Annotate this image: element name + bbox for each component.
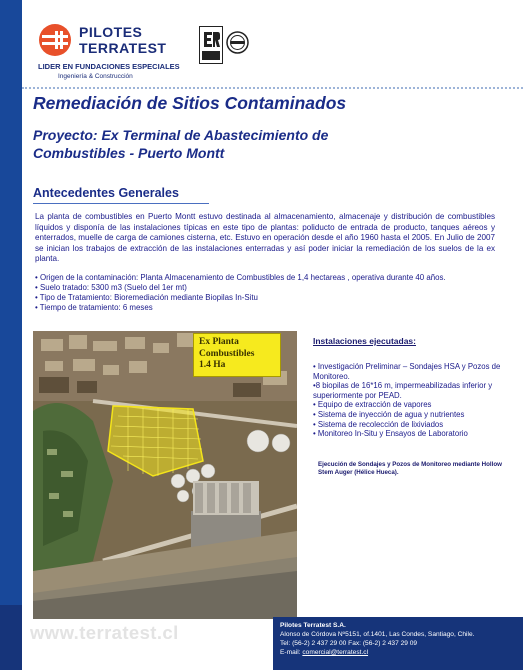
header-separator	[22, 87, 523, 89]
site-area-label	[193, 333, 281, 377]
project-subtitle-line1: Proyecto: Ex Terminal de Abastecimiento de	[33, 127, 329, 143]
page-title: Remediación de Sitios Contaminados	[33, 93, 347, 113]
section-title: Antecedentes Generales	[33, 186, 179, 200]
site-area-label-line1: Ex Planta	[199, 337, 239, 347]
fact-duration: • Tiempo de tratamiento: 6 meses	[35, 303, 153, 312]
installation-item: • Monitoreo In-Situ y Ensayos de Laboratorio	[313, 429, 468, 439]
footer-company: Pilotes Terratest S.A.	[280, 622, 346, 629]
footer-phone: Tel: (56-2) 2 437 29 00 Fax: (56-2) 2 437 29 09	[280, 640, 418, 647]
brand-name-line2: TERRATEST	[79, 40, 167, 56]
footer-email-link[interactable]: comercial@terratest.cl	[302, 649, 369, 656]
brand-subtag: Ingeniería & Construcción	[58, 73, 133, 80]
footer-address: Alonso de Córdova Nº5151, of.1401, Las Condes, Santiago, Chile.	[280, 631, 475, 638]
installations-title: Instalaciones ejecutadas:	[313, 336, 416, 346]
fact-treatment: • Tipo de Tratamiento: Bioremediación mediante Biopilas In-Situ	[35, 293, 258, 302]
left-color-band-bottom	[0, 605, 22, 670]
terratest-logo-icon	[38, 23, 72, 57]
site-area-label-line2: Combustibles	[199, 348, 255, 359]
installation-item: •8 biopilas de 16*16 m, impermeabilizadas inferior y superiormente por PEAD.	[313, 381, 493, 400]
installation-item: • Sistema de inyección de agua y nutrientes	[313, 409, 465, 419]
brand-tagline: LIDER EN FUNDACIONES ESPECIALES	[38, 62, 180, 71]
fact-soil: • Suelo tratado: 5300 m3 (Suelo del 1er mt)	[35, 283, 187, 292]
project-subtitle	[33, 126, 328, 162]
installations-caption: Ejecución de Sondajes y Pozos de Monitoreo mediante Hollow Stem Auger (Hélice Hueca).	[318, 461, 502, 476]
footer-contact	[280, 621, 475, 657]
footer-email-label: E-mail:	[280, 649, 303, 656]
section-underline	[33, 203, 209, 204]
left-color-band	[0, 0, 22, 670]
installation-item: • Investigación Preliminar – Sondajes HSA y Pozos de Monitoreo.	[313, 362, 501, 381]
website-watermark: www.terratest.cl	[30, 622, 179, 643]
site-area-label-line3: 1.4 Ha	[199, 360, 226, 370]
installation-item: • Equipo de extracción de vapores	[313, 400, 432, 410]
brand-name-line1: PILOTES	[79, 24, 143, 40]
installation-item: • Sistema de recolección de lixiviados	[313, 419, 444, 429]
project-subtitle-line2: Combustibles - Puerto Montt	[33, 145, 225, 161]
iqnet-seal-icon	[226, 31, 249, 54]
intro-paragraph: La planta de combustibles en Puerto Montt estuvo destinada al almacenamiento, almacenaje y distribución de combustibles líquidos y disponía de las instalaciones típicas en este tipo de plantas: poliducto de entrada de producto, tanques aéreos y enterrados, muelle de carga de camiones cisterna, etc. Estuvo en operación desde el año 1960 hasta el 2005. En Julio de 2007 se inician los trabajos de extracción de las instalaciones enterradas y así poder iniciar la remediación de los suelos de la ex planta.	[35, 212, 495, 264]
project-facts	[35, 273, 505, 313]
certification-mark-icon	[199, 26, 223, 64]
installations-list	[313, 362, 508, 439]
fact-origin: • Origen de la contaminación: Planta Almacenamiento de Combustibles de 1,4 hectareas , operativa durante 40 años.	[35, 273, 446, 282]
footer-email-row	[280, 648, 475, 657]
